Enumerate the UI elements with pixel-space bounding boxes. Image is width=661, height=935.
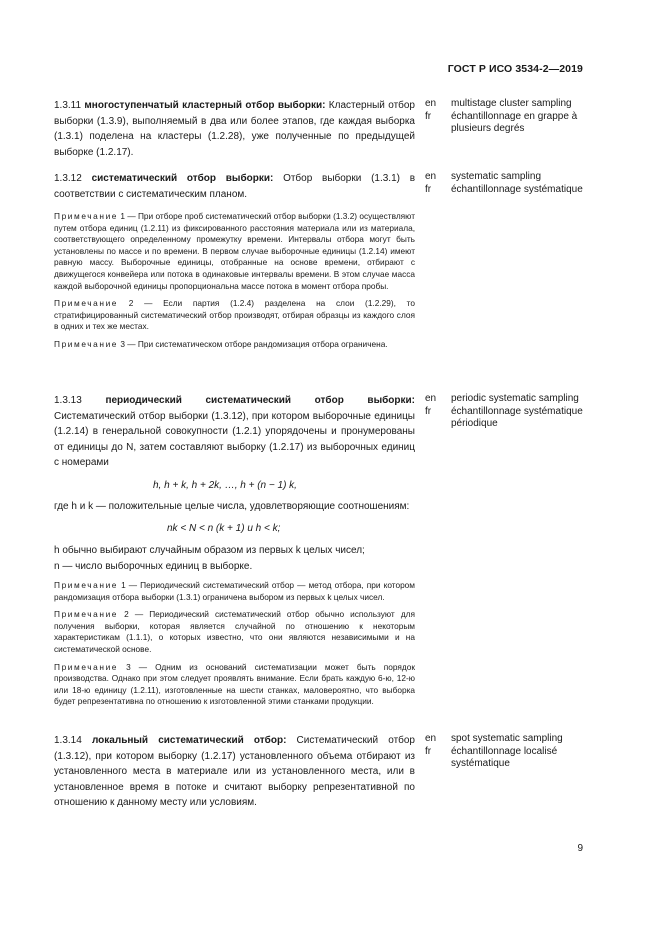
lang-fr: fr bbox=[425, 745, 432, 757]
entry-body bbox=[54, 733, 415, 811]
note: Примечание 1 — Периодический систематический отбор — метод отбора, при котором рандомизация отбора выборки (1.3.1) ограничена выбором из первых k целых чисел. bbox=[54, 580, 415, 602]
formula-explanation: n — число выборочных единиц в выборке. bbox=[54, 560, 253, 572]
formula-where: где h и k — положительные целые числа, удовлетворяющие соотношениям: bbox=[54, 500, 410, 512]
term-en: periodic systematic sampling bbox=[451, 393, 579, 404]
lang-en: en bbox=[425, 733, 437, 744]
lang-en: en bbox=[425, 98, 437, 109]
entry-term: локальный систематический отбор: bbox=[91, 735, 287, 746]
entry-definition: Систематический отбор выборки (1.3.12), при котором выборочные единицы (1.2.14) в генеральной совокупности (1.2.1) упорядочены и пронумерованы от единицы до N, затем составляют выборку (1.2.17) из выборочных единиц с номерами bbox=[54, 410, 415, 468]
entry-number: 1.3.14 bbox=[54, 735, 82, 746]
lang-fr: fr bbox=[425, 183, 432, 195]
entry-term: многоступенчатый кластерный отбор выборки: bbox=[84, 100, 326, 111]
entry-number: 1.3.12 bbox=[54, 173, 82, 184]
lang-en: en bbox=[425, 393, 437, 404]
foreign-terms bbox=[425, 393, 585, 431]
term-en: spot systematic sampling bbox=[451, 733, 563, 744]
foreign-terms bbox=[425, 733, 585, 771]
standard-header: ГОСТ Р ИСО 3534-2—2019 bbox=[447, 63, 583, 75]
note: Примечание 2 — Периодический систематический отбор обычно используют для получения выборки, которая является случайной по отношению к некоторым характеристикам (1.1.1), о которых известно, что они являются независимыми и на систематической основе. bbox=[54, 609, 415, 654]
lang-en: en bbox=[425, 171, 437, 182]
term-fr: échantillonnage systématique bbox=[451, 183, 583, 195]
entry-1-3-12 bbox=[54, 171, 586, 351]
entry-definition: Отбор выборки (1.3.1) в соответствии с систематическим планом. bbox=[54, 173, 416, 200]
formula-inequality: nk < N < n (k + 1) и h < k; bbox=[167, 523, 281, 534]
entry-body bbox=[54, 98, 415, 160]
formula-explanation: h обычно выбирают случайным образом из первых k целых чисел; bbox=[54, 545, 365, 556]
lang-fr: fr bbox=[425, 405, 432, 417]
foreign-terms bbox=[425, 98, 585, 136]
note: Примечание 2 — Если партия (1.2.4) разделена на слои (1.2.29), то стратифицированный систематический отбор производят, отбирая образцы из каждого слоя в одних и тех же местах. bbox=[54, 298, 415, 332]
entry-body bbox=[54, 171, 415, 202]
entry-definition: Кластерный отбор выборки (1.3.9), выполняемый в два или более этапов, где каждая выборка (1.3.1) поделена на кластеры (1.2.28), уже полученные по предыдущей выборке (1.2.17). bbox=[54, 100, 415, 158]
foreign-terms bbox=[425, 171, 585, 196]
note: Примечание 3 — При систематическом отборе рандомизация отбора ограничена. bbox=[54, 338, 388, 349]
entry-1-3-13 bbox=[54, 393, 586, 708]
entry-number: 1.3.13 bbox=[54, 395, 82, 406]
entry-definition: Систематический отбор (1.3.12), при котором выборку (1.2.17) установленного объема отбирают из установленного места в материале или из установленного места, или в установленное время в потоке и считают выборку репрезентативной по отношению к данному месту или условиям. bbox=[54, 735, 415, 808]
term-fr: échantillonnage localisé systématique bbox=[451, 745, 558, 769]
term-en: multistage cluster sampling bbox=[451, 98, 572, 109]
term-fr: échantillonnage en grappe à plusieurs degrés bbox=[451, 110, 578, 134]
term-en: systematic sampling bbox=[451, 171, 542, 182]
formula-sequence: h, h + k, h + 2k, …, h + (n − 1) k, bbox=[153, 479, 297, 491]
entry-term: периодический систематический отбор выборки: bbox=[105, 395, 415, 406]
entry-term: систематический отбор выборки: bbox=[91, 173, 274, 184]
term-fr: échantillonnage systématique périodique bbox=[451, 405, 583, 429]
note: Примечание 1 — При отборе проб систематический отбор выборки (1.3.2) осуществляют путем отбора единиц (1.2.11) из фиксированного расстояния материала или из материала, соответствующего определенному промежутку времени. Интервалы отбора могут быть установлены по массе и по времени. В первом случае выборочные единицы (1.2.14) имеют равную массу. Выборочные единицы, отобранные на основе времени, отбирают с движущегося конвейера или потока в одинаковые интервалы времени. В этом случае масса каждой выборочной единицы пропорциональна массе потока в момент отбора пробы. bbox=[54, 211, 415, 291]
entry-1-3-11 bbox=[54, 98, 586, 160]
entry-1-3-14 bbox=[54, 733, 586, 811]
lang-fr: fr bbox=[425, 110, 432, 122]
entry-number: 1.3.11 bbox=[54, 100, 82, 111]
entry-body bbox=[54, 393, 415, 471]
page-number: 9 bbox=[577, 843, 583, 854]
note: Примечание 3 — Одним из оснований систематизации может быть порядок производства. Однако при этом следует проявлять внимание. Если брать каждую 6-ю, 12-ю или 18-ю единицу (1.2.11), изготовленные на шести станках, маловероятно, что выборка будет репрезентативна по отношению к изготовленной этими станками продукции. bbox=[54, 661, 415, 707]
